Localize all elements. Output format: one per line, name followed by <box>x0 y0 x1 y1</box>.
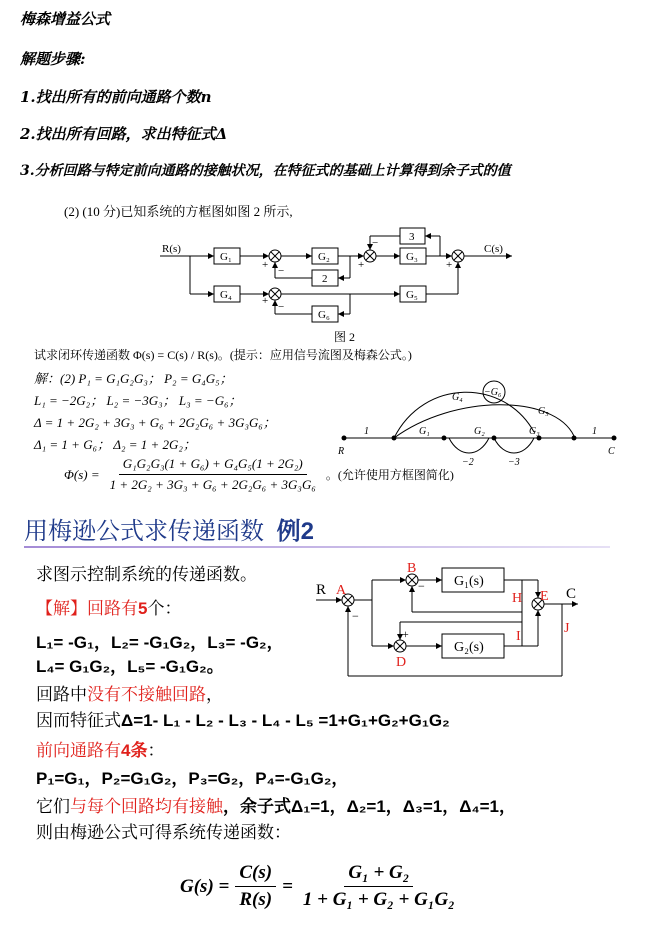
label-g5: G₅ <box>406 289 418 301</box>
problem1-statement: (2) (10 分)已知系统的方框图如图 2 所示, <box>64 204 293 219</box>
cof-prefix: 它们 <box>36 797 70 816</box>
sfg-g1: G₁ <box>419 426 430 437</box>
loops-line-2: L₄= G₁G₂，L₅= -G₁G₂。 <box>36 657 224 676</box>
problem1-question: 试求闭环传递函数 Φ(s) = C(s) / R(s)。(提示：应用信号流图及梅森公式。) <box>34 348 412 362</box>
sfg-g5: G₅ <box>538 406 549 417</box>
final-den: 1 + G₁ + G₂ + G₁G₂ <box>302 889 455 910</box>
sign-plus-3: + <box>446 259 453 271</box>
node-label-h: H <box>512 591 523 606</box>
cofactor-line <box>36 792 516 817</box>
label-g2: G₂ <box>318 251 330 263</box>
paths-colon: ： <box>147 741 165 760</box>
problem1-sol-line3: Δ = 1 + 2G₂ + 3G₃ + G₆ + 2G₂G₆ + 3G₃G₆； <box>34 415 276 430</box>
sol-tag: 【解】 <box>36 599 87 618</box>
problem1-signal-flow-graph <box>334 370 624 470</box>
final-fraction <box>299 862 459 911</box>
label-g4: G₄ <box>220 289 232 301</box>
example2-block-diagram <box>312 560 582 685</box>
example2-loops-heading <box>36 594 181 619</box>
label-c: C(s) <box>484 243 503 255</box>
phi-denominator: 1 + 2G₂ + 3G₃ + G₆ + 2G₂G₆ + 3G₃G₆ <box>109 477 316 492</box>
paths-red: 前向通路有 <box>36 741 121 760</box>
phi-fraction <box>106 456 320 493</box>
problem1-fig-caption: 图 2 <box>334 330 356 344</box>
example2-heading-suffix: 例2 <box>276 518 315 545</box>
loops-count: 5 <box>138 599 148 618</box>
ex2-label-g1: G₁(s) <box>454 574 484 589</box>
sfg-g4: G₄ <box>452 392 463 403</box>
loops-line-1: L₁= -G₁，L₂= -G₁G₂，L₃= -G₂， <box>36 633 284 652</box>
node-c <box>612 436 617 441</box>
phi-lhs: Φ(s) = <box>64 466 100 482</box>
sign-minus-1: − <box>278 265 285 277</box>
ex2-label-g2: G₂(s) <box>454 640 484 655</box>
char-eq-line <box>36 706 450 731</box>
loops-suffix: 个： <box>147 599 182 618</box>
phi-note: 。(允许使用方框图简化) <box>325 468 454 482</box>
paths-count: 4条 <box>121 741 148 760</box>
example2-heading <box>24 511 314 546</box>
conclusion-line: 则由梅逊公式可得系统传递函数： <box>36 823 291 842</box>
notes-step-1: 1.找出所有的前向通路个数n <box>20 88 212 106</box>
problem1-sol-line4: Δ₁ = 1 + G₆； Δ₂ = 1 + 2G₂； <box>34 437 196 452</box>
sfg-r: R <box>338 446 345 457</box>
final-num: G₁ + G₂ <box>344 862 413 887</box>
final-mid-den: R(s) <box>239 889 273 910</box>
sfg-g2: G₂ <box>474 426 485 437</box>
node-r <box>342 436 347 441</box>
label-r: R(s) <box>162 243 181 255</box>
no-touch-line <box>36 680 223 705</box>
problem1-sol-line1: 解：(2) P₁ = G₁G₂G₃； P₂ = G₄G₅； <box>34 371 233 386</box>
node-label-a: A <box>336 583 347 598</box>
loops-prefix: 回路有 <box>87 599 138 618</box>
phi-numerator: G₁G₂G₃(1 + G₆) + G₄G₅(1 + 2G₂) <box>119 456 307 475</box>
node-label-b: B <box>407 561 417 576</box>
sign-plus-1: + <box>262 259 269 271</box>
notes-step-2: 2.找出所有回路，求出特征式Δ <box>20 125 228 143</box>
final-mid-num: C(s) <box>235 862 276 887</box>
sign-plus-4: + <box>262 295 269 307</box>
final-mid-fraction <box>235 862 276 911</box>
notes-steps-label: 解题步骤: <box>20 50 86 68</box>
sign-minus-4: − <box>278 301 285 313</box>
sfg-g3: G₃ <box>529 426 540 437</box>
label-g3: G₃ <box>406 251 418 263</box>
cof-red: 与每个回路均有接触 <box>70 797 223 816</box>
label-g6: G₆ <box>318 309 330 321</box>
label-k3: 3 <box>409 231 415 243</box>
label-k2: 2 <box>322 273 328 285</box>
sfg-one-left: 1 <box>364 426 369 437</box>
char-eq: Δ=1- L₁ - L₂ - L₃ - L₄ - L₅ =1+G₁+G₂+G₁G₂ <box>121 711 450 730</box>
ex2-sign-minus-b: − <box>418 579 425 593</box>
example2-heading-text: 用梅逊公式求传递函数 <box>24 518 264 545</box>
paths-line: P₁=G₁，P₂=G₁G₂，P₃=G₂，P₄=-G₁G₂， <box>36 769 349 788</box>
sign-minus-2: − <box>372 237 379 249</box>
heading-rule <box>24 546 610 548</box>
problem1-block-diagram <box>150 222 530 342</box>
node-label-e: E <box>540 589 549 604</box>
ex2-label-c: C <box>566 586 577 602</box>
sfg-c: C <box>608 446 615 457</box>
no-touch-red: 没有不接触回路 <box>87 685 206 704</box>
no-touch-prefix: 回路中 <box>36 685 87 704</box>
sfg-neg-g6: −G₆ <box>484 387 502 398</box>
ex2-sign-minus-a: − <box>352 609 359 623</box>
notes-title: 梅森增益公式 <box>20 10 111 28</box>
node-label-d: D <box>396 655 407 670</box>
label-g1: G₁ <box>220 251 232 263</box>
sfg-neg-2: −2 <box>462 457 474 468</box>
char-prefix: 因而特征式 <box>36 711 121 730</box>
node-label-i: I <box>516 629 521 644</box>
sfg-neg-3: −3 <box>508 457 520 468</box>
no-touch-suffix: ， <box>206 685 223 704</box>
node-label-j: J <box>564 621 570 636</box>
paths-heading <box>36 736 164 761</box>
final-eq: = <box>282 875 293 897</box>
final-lhs: G(s) = <box>180 875 230 897</box>
sign-plus-2: + <box>358 259 365 271</box>
notes-step-3: 3.分析回路与特定前向通路的接触状况，在特征式的基础上计算得到余子式的值 <box>20 163 511 179</box>
sfg-one-right: 1 <box>592 426 597 437</box>
problem1-sol-line2: L₁ = −2G₂； L₂ = −3G₃； L₃ = −G₆； <box>34 393 242 408</box>
cof-suffix: ，余子式Δ₁=1，Δ₂=1，Δ₃=1，Δ₄=1， <box>223 797 516 816</box>
example2-intro: 求图示控制系统的传递函数。 <box>36 565 257 584</box>
ex2-label-r: R <box>316 582 327 598</box>
ex2-sign-plus-d: + <box>402 627 409 641</box>
final-formula <box>180 862 459 911</box>
